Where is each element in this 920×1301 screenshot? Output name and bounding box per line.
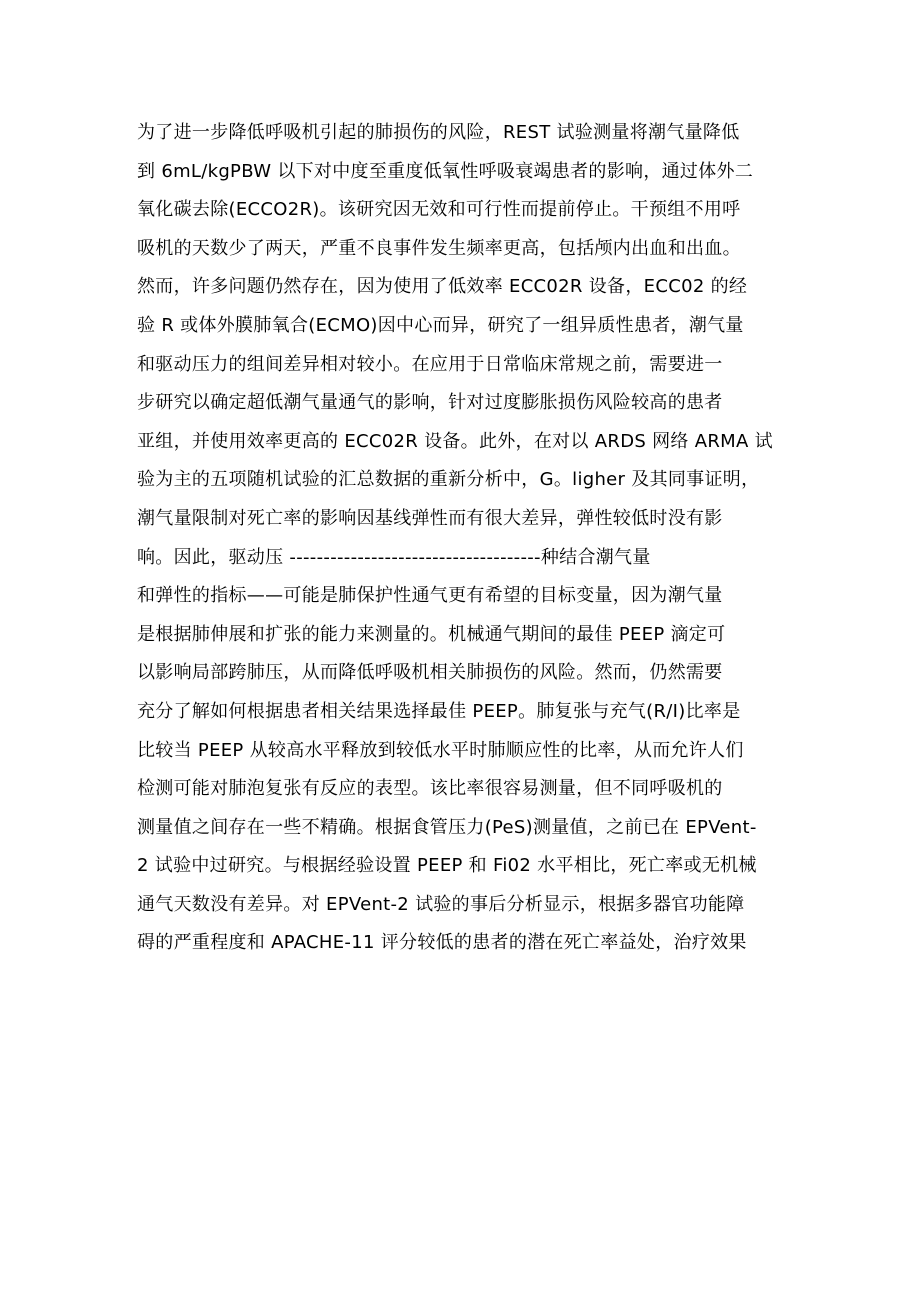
- text-line: 检测可能对肺泡复张有反应的表型。该比率很容易测量，但不同呼吸机的: [137, 778, 723, 800]
- text-line: 到 6mL/kgPBW 以下对中度至重度低氧性呼吸衰竭患者的影响，通过体外二: [137, 160, 754, 182]
- text-line: 为了进一步降低呼吸机引起的肺损伤的风险，REST 试验测量将潮气量降低: [137, 122, 740, 143]
- text-line: 充分了解如何根据患者相关结果选择最佳 PEEP。肺复张与充气(R/I)比率是: [137, 700, 741, 722]
- text-line: 测量值之间存在一些不精确。根据食管压力(PeS)测量值，之前已在 EPVent-: [137, 816, 757, 838]
- text-line: 和驱动压力的组间差异相对较小。在应用于日常临床常规之前，需要进一: [137, 353, 723, 375]
- text-line: 以影响局部跨肺压，从而降低呼吸机相关肺损伤的风险。然而，仍然需要: [137, 662, 723, 684]
- text-line: 验为主的五项随机试验的汇总数据的重新分析中，G。ligher 及其同事证明，: [137, 469, 760, 491]
- body-text: [137, 114, 797, 963]
- text-line: 是根据肺伸展和扩张的能力来测量的。机械通气期间的最佳 PEEP 滴定可: [137, 623, 726, 645]
- text-line: 潮气量限制对死亡率的影响因基线弹性而有很大差异，弹性较低时没有影: [137, 507, 723, 529]
- text-line: 吸机的天数少了两天，严重不良事件发生频率更高，包括颅内出血和出血。: [137, 237, 741, 259]
- text-line: 碍的严重程度和 APACHE-11 评分较低的患者的潜在死亡率益处，治疗效果: [137, 932, 747, 954]
- text-line: 然而，许多问题仍然存在，因为使用了低效率 ECC02R 设备，ECC02 的经: [137, 276, 748, 298]
- text-line: 步研究以确定超低潮气量通气的影响，针对过度膨胀损伤风险较高的患者: [137, 392, 723, 414]
- text-line: 比较当 PEEP 从较高水平释放到较低水平时肺顺应性的比率，从而允许人们: [137, 739, 744, 761]
- text-line: 2 试验中过研究。与根据经验设置 PEEP 和 Fi02 水平相比，死亡率或无机械: [137, 855, 757, 877]
- text-line: 响。因此，驱动压 -------------------------------------种结合潮气量: [137, 546, 651, 568]
- text-line: 通气天数没有差异。对 EPVent-2 试验的事后分析显示，根据多器官功能障: [137, 893, 745, 915]
- text-line: 亚组，并使用效率更高的 ECC02R 设备。此外，在对以 ARDS 网络 ARMA 试: [137, 430, 773, 452]
- text-line: 和弹性的指标——可能是肺保护性通气更有希望的目标变量，因为潮气量: [137, 585, 723, 607]
- text-line: 验 R 或体外膜肺氧合(ECMO)因中心而异，研究了一组异质性患者，潮气量: [137, 314, 744, 336]
- text-line: 氧化碳去除(ECCO2R)。该研究因无效和可行性而提前停止。干预组不用呼: [137, 199, 741, 221]
